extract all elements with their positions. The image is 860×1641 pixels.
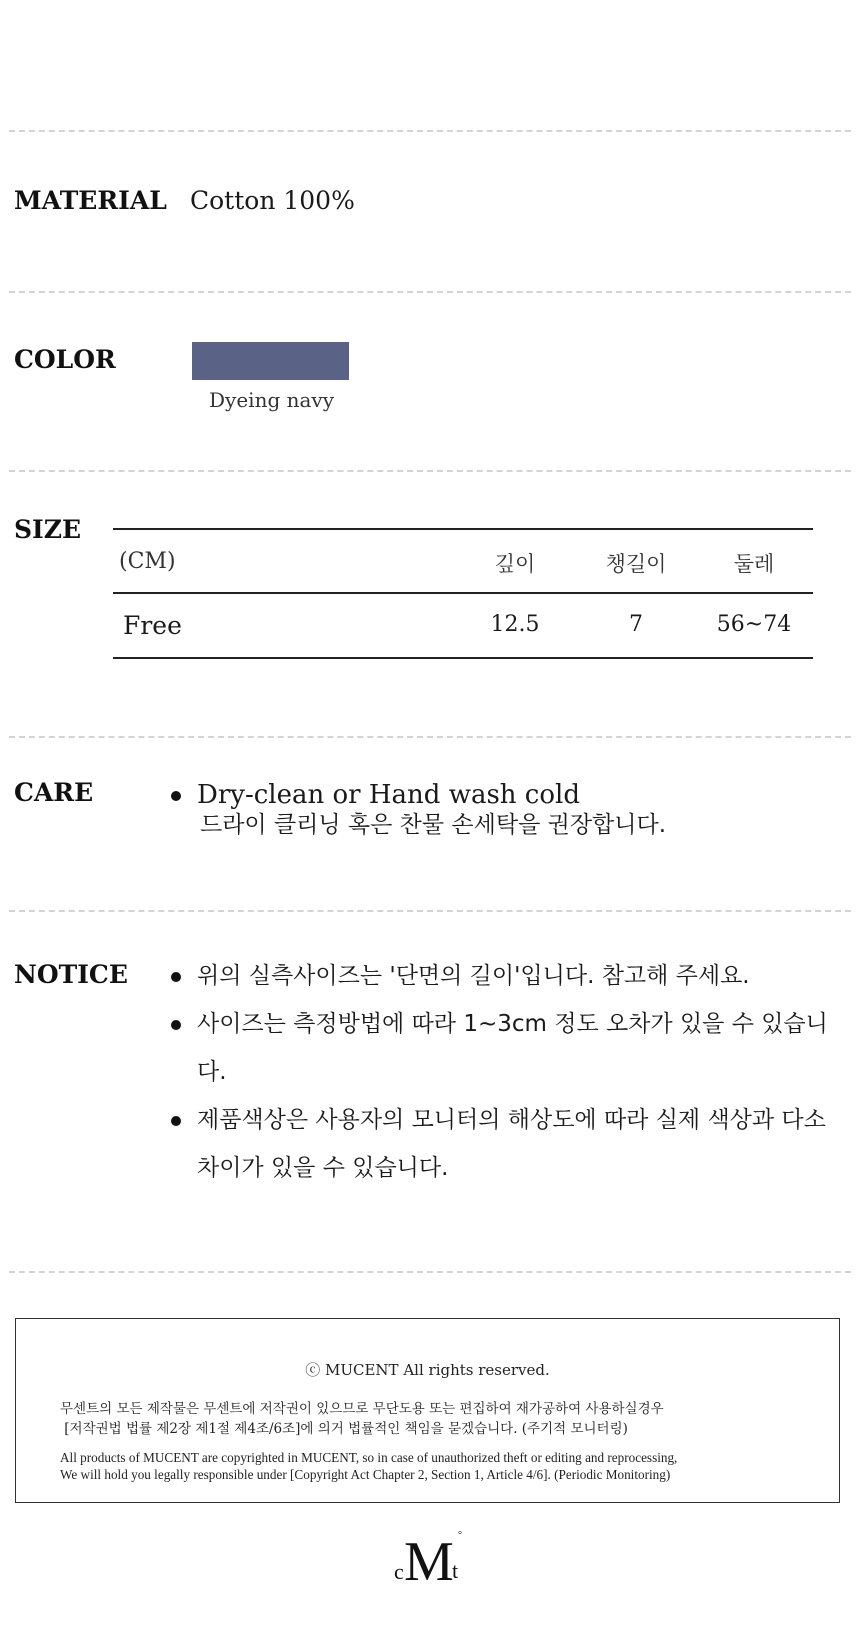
divider (9, 470, 851, 472)
divider (9, 736, 851, 738)
divider (9, 910, 851, 912)
table-header-unit: (CM) (119, 549, 176, 574)
care-list (168, 780, 666, 840)
table-bottom-rule (113, 657, 813, 659)
notice-item: 제품색상은 사용자의 모니터의 해상도에 따라 실제 색상과 다소 차이가 있을 수 있습니다. (168, 1096, 837, 1192)
table-header-depth: 깊이 (494, 552, 536, 576)
table-header-brim: 챙길이 (605, 552, 667, 576)
table-top-rule (113, 528, 813, 530)
copyright-title: ⓒ MUCENT All rights reserved. (305, 1361, 550, 1379)
color-label: COLOR (14, 345, 116, 374)
divider (9, 1271, 851, 1273)
size-label: SIZE (14, 515, 82, 544)
copyright-english: All products of MUCENT are copyrighted in MUCENT, so in case of unauthorized theft or editing and reprocessing, We will hold you legally responsible under [Copyright Act Chapter 2, Section 1, Article 4/6]. (Periodic Monitoring) (60, 1450, 678, 1482)
color-name: Dyeing navy (209, 388, 335, 412)
table-row-brim: 7 (629, 612, 643, 637)
notice-label: NOTICE (14, 960, 128, 989)
divider (9, 291, 851, 293)
color-swatch[interactable] (192, 342, 349, 380)
table-mid-rule (113, 592, 813, 594)
table-row-circumference: 56~74 (716, 612, 792, 637)
divider (9, 130, 851, 132)
brand-logo: c M t ° (394, 1530, 462, 1593)
care-item-english: Dry-clean or Hand wash cold (197, 780, 580, 810)
notice-item: 사이즈는 측정방법에 따라 1~3cm 정도 오차가 있을 수 있습니다. (168, 1000, 837, 1096)
material-label: MATERIAL (14, 186, 167, 215)
notice-item: 위의 실측사이즈는 '단면의 길이'입니다. 참고해 주세요. (168, 952, 837, 1000)
copyright-box (15, 1318, 840, 1503)
material-value: Cotton 100% (190, 186, 355, 215)
table-header-circumference: 둘레 (733, 552, 775, 576)
care-label: CARE (14, 778, 94, 807)
table-row-size: Free (123, 611, 182, 640)
copyright-korean: 무센트의 모든 제작물은 무센트에 저작권이 있으므로 무단도용 또는 편집하여 재가공하여 사용하실경우 [저작권법 법률 제2장 제1절 제4조/6조]에 의거 법률적인 책임을 묻겠습니다. (주기적 모니터링) (60, 1401, 664, 1437)
table-row-depth: 12.5 (490, 612, 540, 637)
care-item (168, 780, 666, 840)
notice-list (168, 952, 837, 1192)
care-item-korean: 드라이 클리닝 혹은 찬물 손세탁을 권장합니다. (200, 812, 667, 838)
